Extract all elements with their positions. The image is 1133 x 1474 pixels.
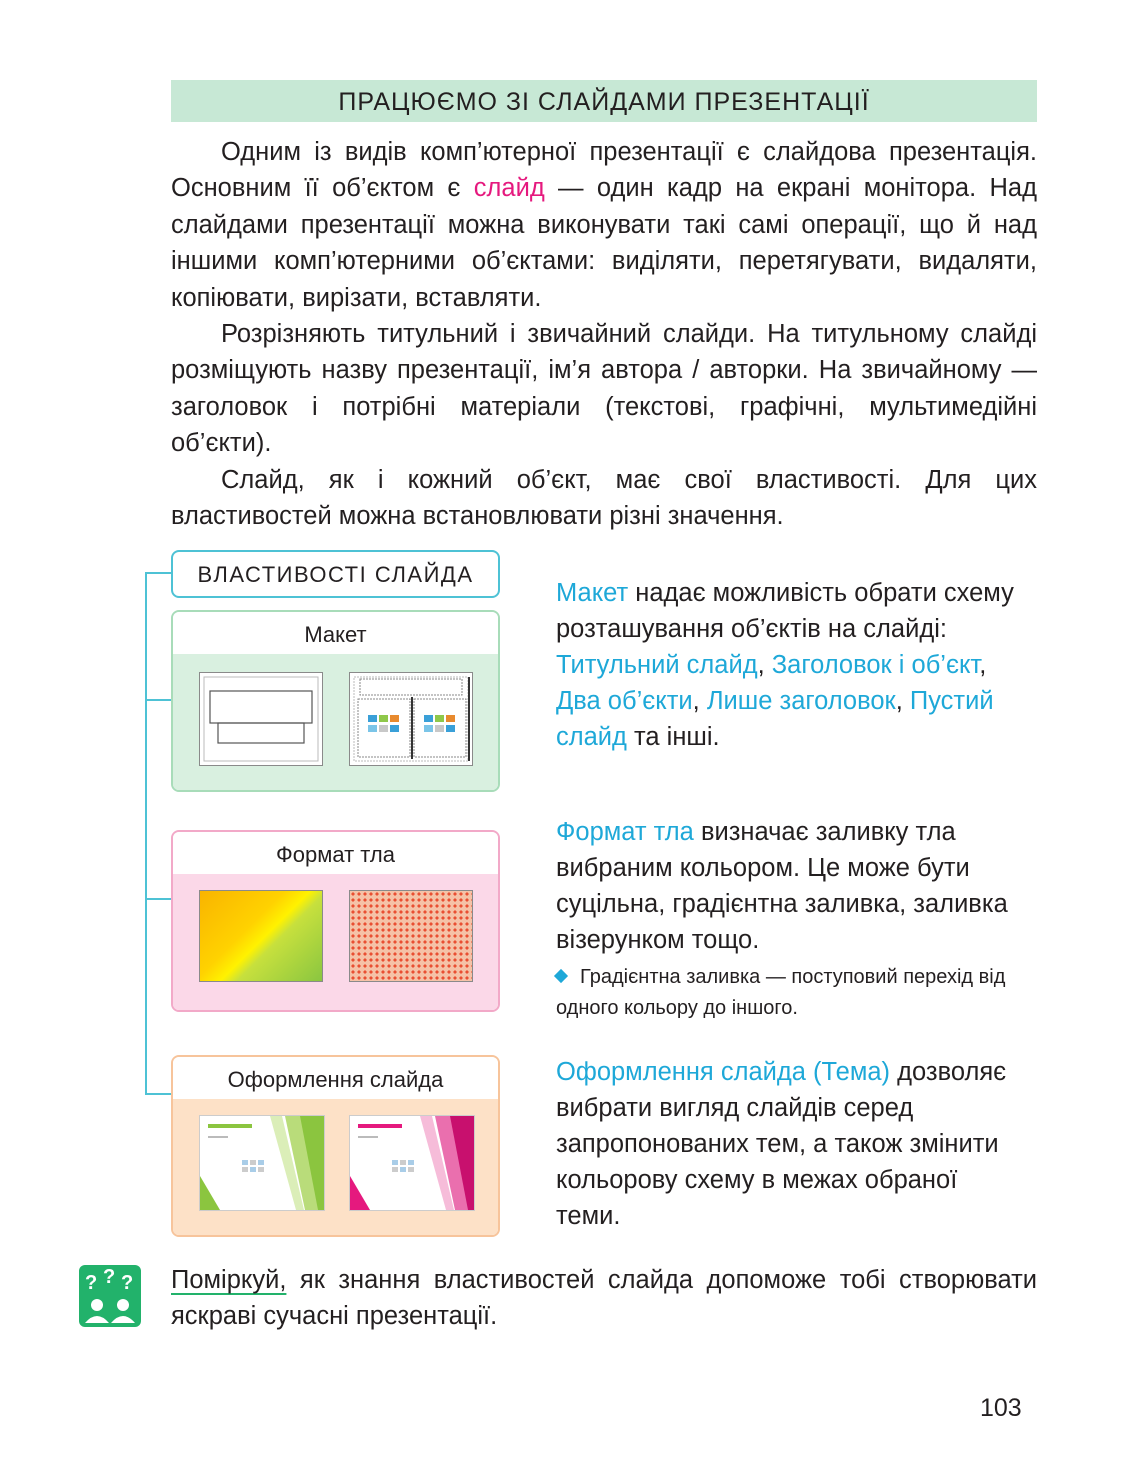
think-task: Поміркуй, як знання властивостей слайда допоможе тобі створювати яскраві сучасні презентації. [171, 1266, 1037, 1331]
term-layout: Макет [556, 579, 629, 607]
green-theme-icon [200, 1116, 324, 1210]
think-icon-graphic [79, 1265, 141, 1327]
pattern-fill-thumbnail [349, 890, 473, 982]
two-content-layout-icon [350, 673, 472, 765]
term-title-slide: Титульний слайд [556, 651, 758, 679]
term-two-content: Два об’єкти [556, 687, 693, 715]
two-content-layout-thumbnail [349, 672, 473, 766]
background-card-caption: Формат тла [173, 832, 498, 874]
gradient-fill-thumbnail [199, 890, 323, 982]
term-slide: слайд [473, 174, 545, 203]
tree-connector-branch [145, 699, 173, 701]
intro-paragraph-2: Розрізняють титульний і звичайний слайди. На титульному слайді розміщують назву презентації, ім’я автора / авторки. На звичайному — заголовок і потрібні матеріали (текстові, графічні, мультимедійні об’єкти). [171, 320, 1037, 458]
tree-connector-branch [145, 898, 173, 900]
tree-connector-branch [145, 572, 173, 574]
svg-text:?: ? [103, 1266, 116, 1288]
title-layout-icon [200, 673, 322, 765]
background-description: Формат тла визначає заливку тла вибраним кольором. Це може бути суцільна, градієнтна заливка, заливка візерунком тощо. [556, 818, 1008, 954]
magenta-theme-icon [350, 1116, 474, 1210]
term-background-format: Формат тла [556, 818, 694, 846]
diagram-title: ВЛАСТИВОСТІ СЛАЙДА [171, 550, 500, 598]
term-slide-design: Оформлення слайда (Тема) [556, 1058, 891, 1086]
term-blank-slide: Пустий слайд [556, 687, 994, 751]
background-card-pane [173, 874, 498, 1010]
intro-paragraph-1: Одним із видів комп’ютерної презентації є слайдова презентація. Основним її об’єктом є слайд — один кадр на екрані монітора. Над слайдами презентації можна виконувати такі самі операції, що й над іншими комп’ютерними об’єктами: виділяти, перетягувати, видаляти, копіювати, вирізати, вставляти. [171, 138, 1037, 312]
section-header [171, 80, 1037, 122]
title-layout-thumbnail [199, 672, 323, 766]
section-title: ПРАЦЮЄМО ЗІ СЛАЙДАМИ ПРЕЗЕНТАЦІЇ [338, 88, 870, 116]
gradient-note: Градієнтна заливка — поступовий перехід від одного кольору до іншого. [556, 962, 1036, 1024]
layout-card-caption: Макет [173, 612, 498, 654]
slide-design-card [171, 1055, 500, 1237]
svg-text:?: ? [85, 1272, 98, 1294]
magenta-theme-thumbnail [349, 1115, 475, 1211]
think-icon [79, 1265, 141, 1327]
intro-paragraph-3: Слайд, як і кожний об’єкт, має свої властивості. Для цих властивостей можна встановлювати різні значення. [171, 465, 1037, 531]
tree-connector-branch [145, 1093, 173, 1095]
page-number: 103 [980, 1394, 1022, 1422]
diamond-bullet-icon [554, 969, 568, 983]
green-theme-thumbnail [199, 1115, 325, 1211]
svg-text:?: ? [121, 1272, 134, 1294]
tree-connector-vertical [145, 572, 147, 1094]
think-link: Поміркуй, [171, 1266, 287, 1294]
background-format-card [171, 830, 500, 1012]
term-title-and-content: Заголовок і об’єкт [771, 651, 980, 679]
layout-card-pane [173, 654, 498, 790]
layout-description: Макет надає можливість обрати схему розташування об’єктів на слайді: Титульний слайд, Заголовок і об’єкт, Два об’єкти, Лише заголовок, Пустий слайд та інші. [556, 579, 1014, 751]
term-title-only: Лише заголовок [706, 687, 896, 715]
intro-text [171, 134, 1037, 534]
design-card-caption: Оформлення слайда [173, 1057, 498, 1099]
layout-card [171, 610, 500, 792]
design-card-pane [173, 1099, 498, 1235]
theme-description: Оформлення слайда (Тема) дозволяє вибрати вигляд слайдів серед запропонованих тем, а також змінити кольорову схему в межах обраної теми. [556, 1058, 1007, 1230]
